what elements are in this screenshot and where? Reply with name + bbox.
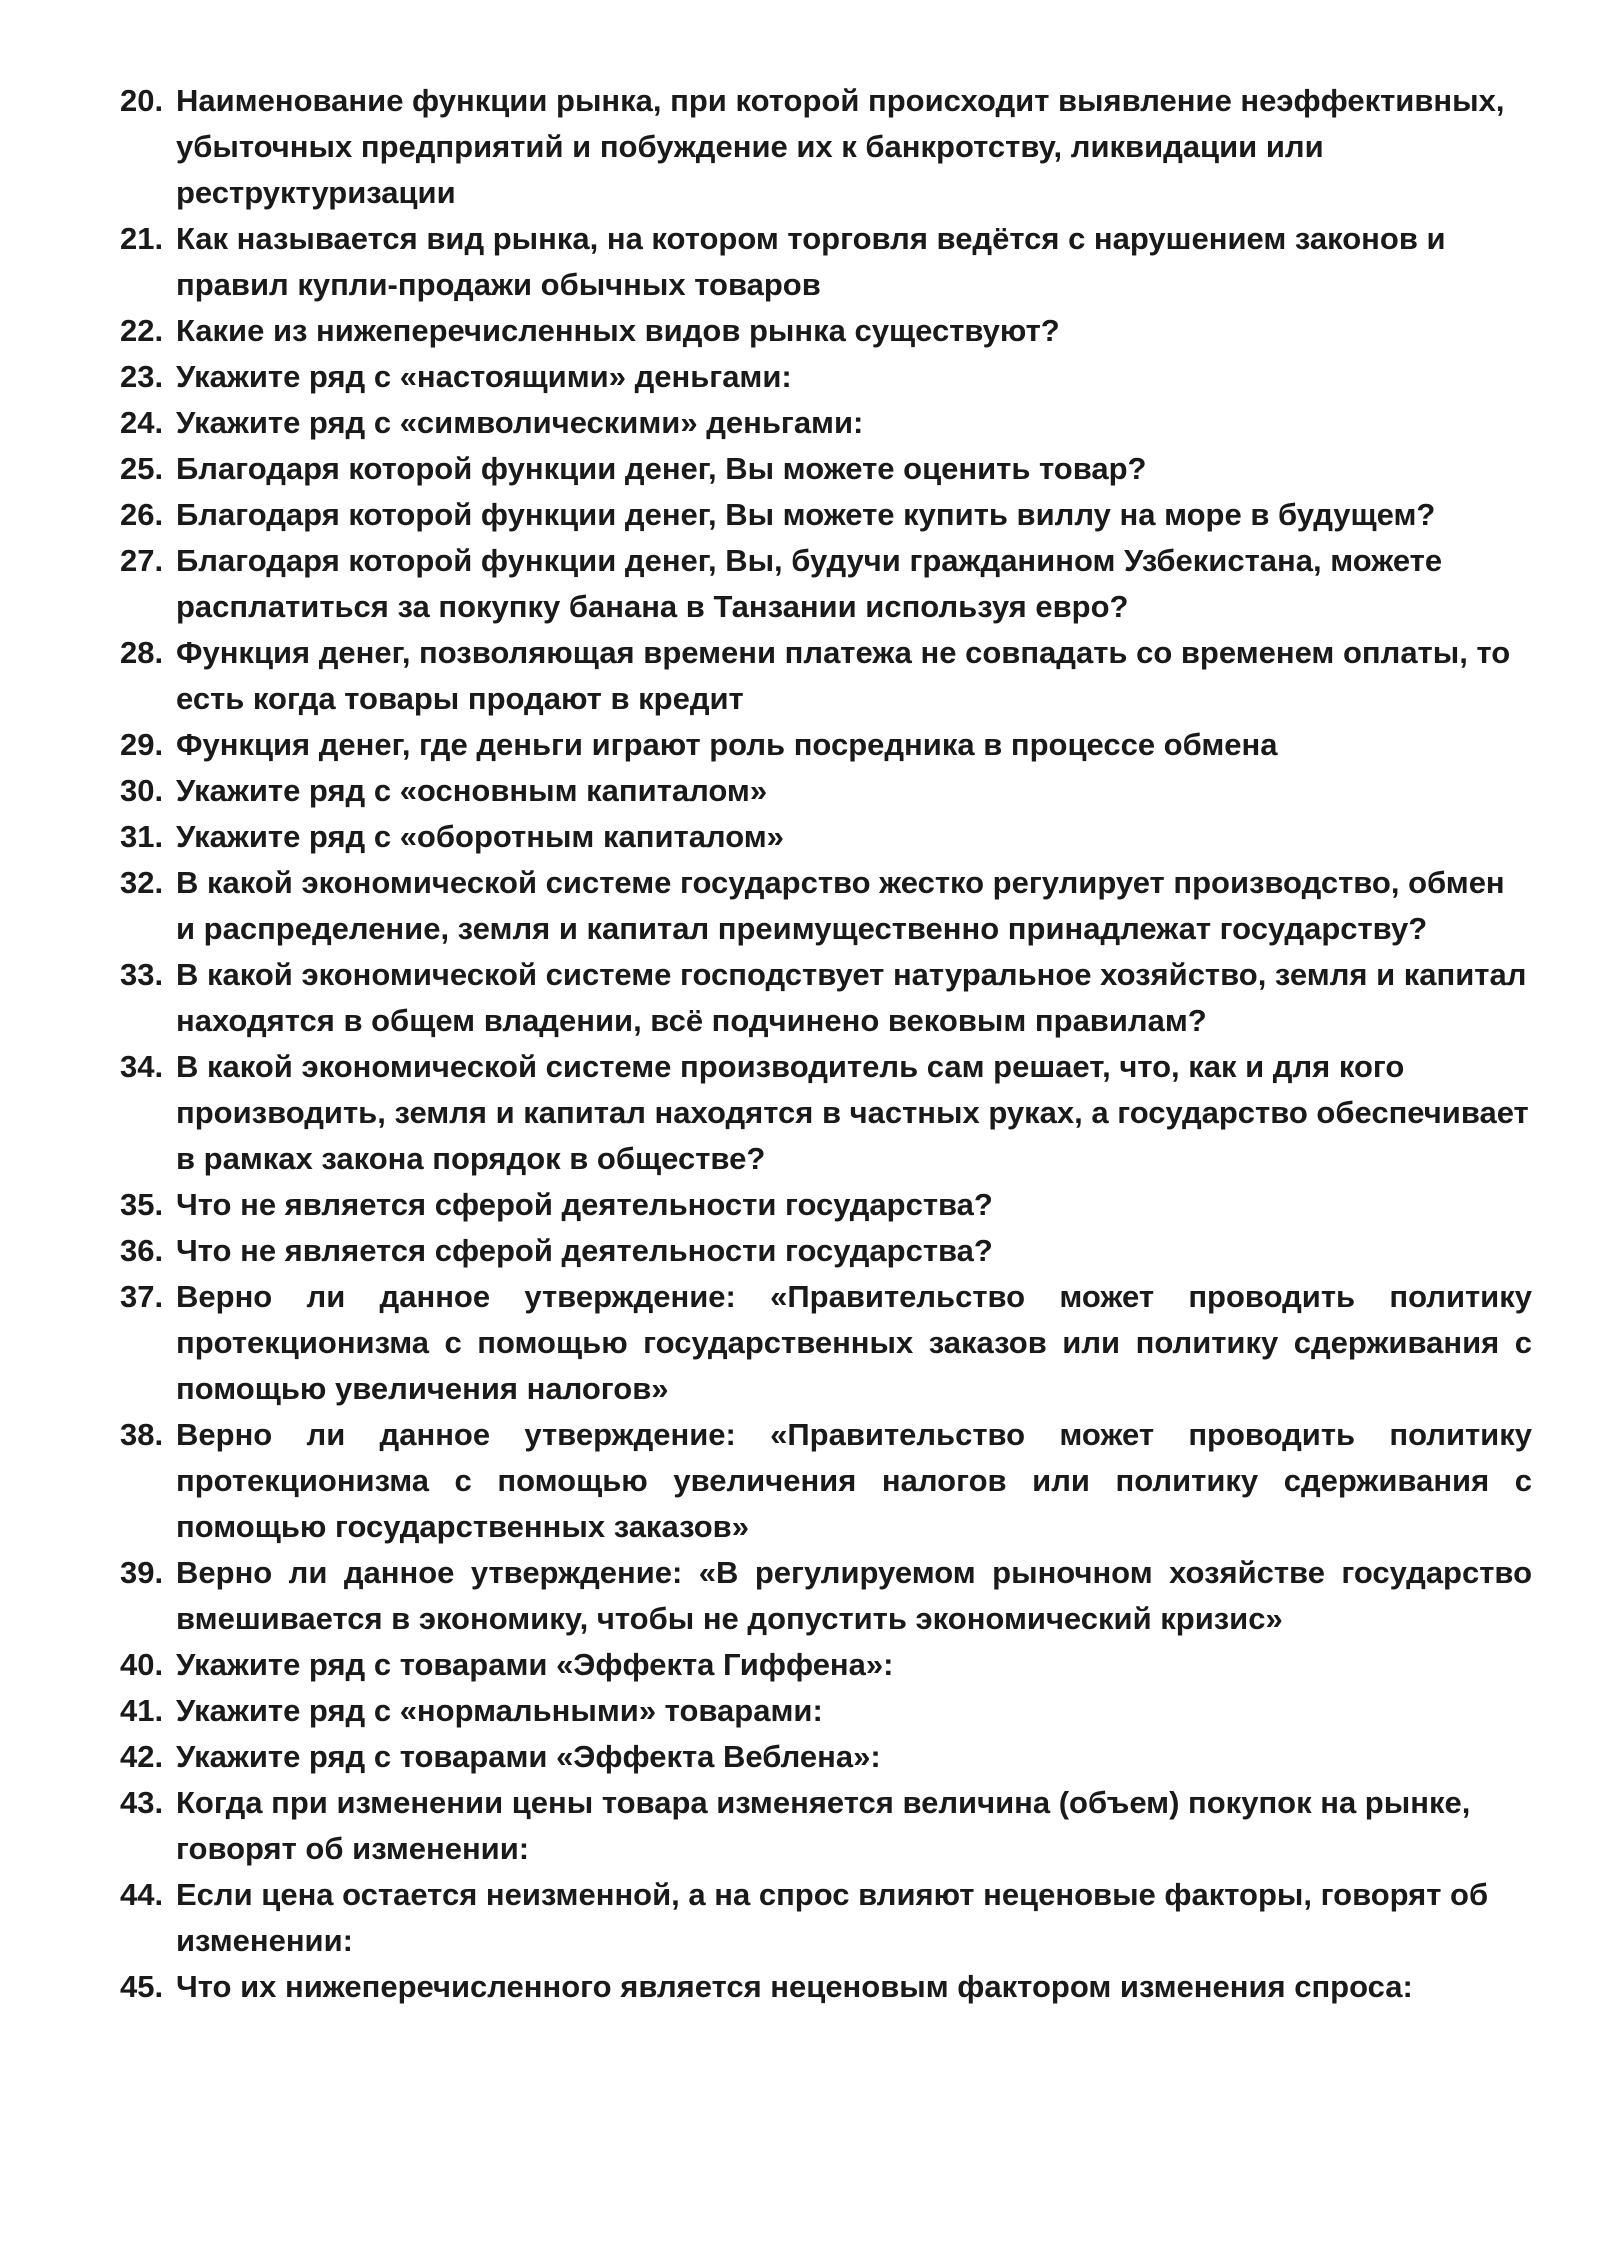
question-number: 31.	[120, 819, 164, 854]
question-number: 35.	[120, 1187, 164, 1222]
question-item	[120, 216, 1532, 308]
question-text: Какие из нижеперечисленных видов рынка существуют?	[176, 313, 1060, 348]
question-text: Как называется вид рынка, на котором торговля ведётся с нарушением законов и правил купли-продажи обычных товаров	[176, 221, 1446, 302]
question-number: 45.	[120, 1969, 164, 2004]
question-item	[120, 1872, 1532, 1964]
question-number: 43.	[120, 1785, 164, 1820]
question-number: 28.	[120, 635, 164, 670]
question-item	[120, 1044, 1532, 1182]
question-number: 39.	[120, 1555, 164, 1590]
question-item	[120, 538, 1532, 630]
question-text: Укажите ряд с «нормальными» товарами:	[176, 1693, 823, 1728]
question-item	[120, 1780, 1532, 1872]
question-item	[120, 1412, 1532, 1550]
question-text: Что их нижеперечисленного является неценовым фактором изменения спроса:	[176, 1969, 1413, 2004]
question-number: 21.	[120, 221, 164, 256]
question-number: 24.	[120, 405, 164, 440]
question-item	[120, 1550, 1532, 1642]
question-item	[120, 1274, 1532, 1412]
question-item	[120, 1734, 1532, 1780]
question-number: 42.	[120, 1739, 164, 1774]
question-item	[120, 354, 1532, 400]
question-item	[120, 446, 1532, 492]
question-number: 41.	[120, 1693, 164, 1728]
question-item	[120, 1228, 1532, 1274]
question-number: 38.	[120, 1417, 164, 1452]
question-item	[120, 400, 1532, 446]
question-number: 36.	[120, 1233, 164, 1268]
question-item	[120, 78, 1532, 216]
question-text: Укажите ряд с «основным капиталом»	[176, 773, 768, 808]
question-number: 27.	[120, 543, 164, 578]
question-text: Что не является сферой деятельности государства?	[176, 1187, 993, 1222]
question-item	[120, 722, 1532, 768]
question-text: Укажите ряд с товарами «Эффекта Гиффена»:	[176, 1647, 894, 1682]
question-number: 34.	[120, 1049, 164, 1084]
question-number: 32.	[120, 865, 164, 900]
question-text: Укажите ряд с «настоящими» деньгами:	[176, 359, 792, 394]
question-item	[120, 1642, 1532, 1688]
question-text: Благодаря которой функции денег, Вы, будучи гражданином Узбекистана, можете расплатиться за покупку банана в Танзании используя евро?	[176, 543, 1443, 624]
question-text: Когда при изменении цены товара изменяется величина (объем) покупок на рынке, говорят об изменении:	[176, 1785, 1471, 1866]
question-text: В какой экономической системе производитель сам решает, что, как и для кого производить, земля и капитал находятся в частных руках, а государство обеспечивает в рамках закона порядок в обществе?	[176, 1049, 1529, 1176]
question-number: 29.	[120, 727, 164, 762]
question-number: 40.	[120, 1647, 164, 1682]
question-item	[120, 630, 1532, 722]
question-text: Что не является сферой деятельности государства?	[176, 1233, 993, 1268]
question-text: Укажите ряд с «символическими» деньгами:	[176, 405, 864, 440]
question-item	[120, 952, 1532, 1044]
question-item	[120, 1182, 1532, 1228]
question-number: 37.	[120, 1279, 164, 1314]
question-text: Благодаря которой функции денег, Вы можете оценить товар?	[176, 451, 1147, 486]
question-item	[120, 814, 1532, 860]
question-item	[120, 1688, 1532, 1734]
question-item	[120, 860, 1532, 952]
question-number: 30.	[120, 773, 164, 808]
question-number: 20.	[120, 83, 164, 118]
question-number: 26.	[120, 497, 164, 532]
question-number: 44.	[120, 1877, 164, 1912]
question-text: В какой экономической системе государство жестко регулирует производство, обмен и распределение, земля и капитал преимущественно принадлежат государству?	[176, 865, 1505, 946]
question-item	[120, 768, 1532, 814]
question-text: Наименование функции рынка, при которой происходит выявление неэффективных, убыточных предприятий и побуждение их к банкротству, ликвидации или реструктуризации	[176, 83, 1505, 210]
question-item	[120, 492, 1532, 538]
question-number: 25.	[120, 451, 164, 486]
question-text: Верно ли данное утверждение: «В регулируемом рыночном хозяйстве государство вмешивается в экономику, чтобы не допустить экономический кризис»	[176, 1555, 1532, 1636]
question-text: Если цена остается неизменной, а на спрос влияют неценовые факторы, говорят об изменении:	[176, 1877, 1489, 1958]
question-text: Благодаря которой функции денег, Вы можете купить виллу на море в будущем?	[176, 497, 1436, 532]
question-text: Функция денег, где деньги играют роль посредника в процессе обмена	[176, 727, 1278, 762]
question-list	[120, 78, 1532, 2010]
question-number: 22.	[120, 313, 164, 348]
question-text: Верно ли данное утверждение: «Правительство может проводить политику протекционизма с помощью увеличения налогов или политику сдерживания с помощью государственных заказов»	[176, 1417, 1532, 1544]
question-text: Верно ли данное утверждение: «Правительство может проводить политику протекционизма с помощью государственных заказов или политику сдерживания с помощью увеличения налогов»	[176, 1279, 1532, 1406]
question-text: Укажите ряд с товарами «Эффекта Веблена»:	[176, 1739, 881, 1774]
question-text: В какой экономической системе господствует натуральное хозяйство, земля и капитал находятся в общем владении, всё подчинено вековым правилам?	[176, 957, 1527, 1038]
question-number: 23.	[120, 359, 164, 394]
question-text: Функция денег, позволяющая времени платежа не совпадать со временем оплаты, то есть когда товары продают в кредит	[176, 635, 1511, 716]
question-item	[120, 1964, 1532, 2010]
question-text: Укажите ряд с «оборотным капиталом»	[176, 819, 784, 854]
question-item	[120, 308, 1532, 354]
question-number: 33.	[120, 957, 164, 992]
